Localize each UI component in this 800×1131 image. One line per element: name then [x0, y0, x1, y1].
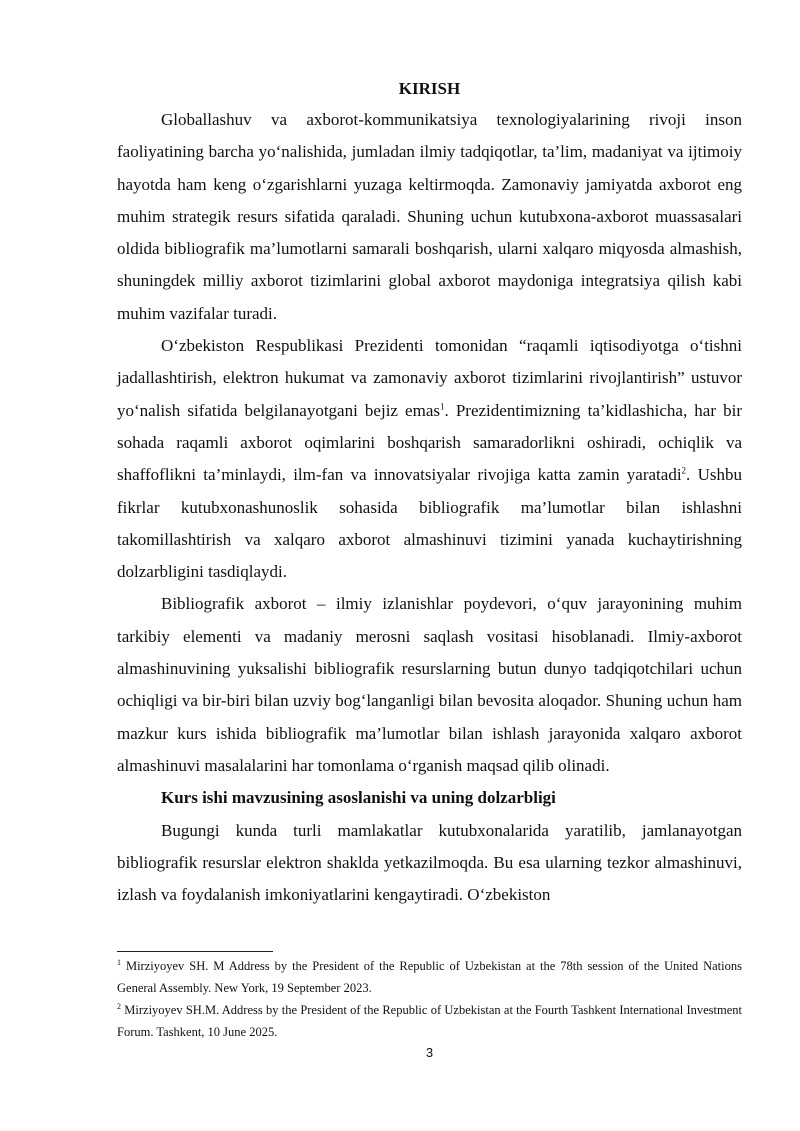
footnote-1-marker: 1	[117, 957, 121, 967]
footnote-divider	[117, 951, 273, 952]
body-text	[117, 104, 742, 911]
section-heading: KIRISH	[398, 79, 461, 98]
footnote-ref-1[interactable]: 1	[440, 401, 445, 412]
footnote-1	[117, 955, 742, 999]
paragraph-intro	[117, 104, 742, 330]
footnote-2-text: Mirziyoyev SH.M. Address by the President of the Republic of Uzbekistan at the Fourth Tashkent International Investment Forum. Tashkent, 10 June 2025.	[117, 1003, 742, 1039]
paragraph-bibliographic	[117, 588, 742, 782]
subsection-heading: Kurs ishi mavzusining asoslanishi va uning dolzarbligi	[161, 788, 556, 808]
paragraph-relevance-text: Bugungi kunda turli mamlakatlar kutubxonalarida yaratilib, jamlanayotgan bibliografik resurslar elektron shaklda yetkazilmoqda. Bu esa ularning tezkor almashinuvi, izlash va foydalanish imkoniyatlarini kengaytiradi. O‘zbekiston	[117, 820, 742, 905]
page-number: 3	[425, 1045, 434, 1060]
paragraph-president-text-2: . Prezidentimizning ta’kidlashicha, har bir sohada raqamli axborot oqimlarini boshqarish samaradorlikni oshiradi, ochiqlik va shaffoflikni ta’minlaydi, ilm-fan va innovatsiyalar rivojiga katta zamin yaratadi	[117, 400, 742, 485]
paragraph-bibliographic-text: Bibliografik axborot – ilmiy izlanishlar poydevori, o‘quv jarayonining muhim tarkibiy elementi va madaniy merosni saqlash vositasi hisoblanadi. Ilmiy-axborot almashinuvining yuksalishi bibliografik resurslarning butun dunyo tadqiqotchilari uchun ochiqligi va bir-biri bilan uzviy bog‘langanligi bilan bevosita aloqador. Shuning uchun ham mazkur kurs ishida bibliografik ma’lumotlar bilan ishlash jarayonida xalqaro axborot almashinuvi masalalarini har tomonlama o‘rganish maqsad qilib olinadi.	[117, 594, 742, 775]
footnote-2-marker: 2	[117, 1001, 121, 1011]
footnote-ref-2[interactable]: 2	[681, 465, 687, 476]
paragraph-intro-text: Globallashuv va axborot-kommunikatsiya texnologiyalarining rivoji inson faoliyatining barcha yo‘nalishida, jumladan ilmiy tadqiqotlar, ta’lim, madaniyat va ijtimoiy hayotda ham keng o‘zgarishlarni yuzaga keltirmoqda. Zamonaviy jamiyatda axborot eng muhim strategik resurs sifatida qaraladi. Shuning uchun kutubxona-axborot muassasalari oldida bibliografik ma’lumotlarni samarali boshqarish, ularni xalqaro miqyosda almashish, shuningdek milliy axborot tizimlarini global axborot maydoniga integratsiya qilish kabi muhim vazifalar turadi.	[117, 110, 742, 323]
paragraph-president	[117, 330, 742, 588]
paragraph-relevance	[117, 815, 742, 912]
footnote-2	[117, 999, 742, 1043]
paragraph-president-text-3: . Ushbu fikrlar kutubxonashunoslik sohasida bibliografik ma’lumotlar bilan ishlashni takomillashtirish va xalqaro axborot almashinuvi tizimini yanada kuchaytirishning dolzarbligini tasdiqlaydi.	[117, 465, 742, 582]
paragraph-president-text-1: O‘zbekiston Respublikasi Prezidenti tomonidan “raqamli iqtisodiyotga o‘tishni jadallashtirish, elektron hukumat va zamonaviy axborot tizimlarini rivojlantirish” ustuvor yo‘nalish sifatida belgilanayotgani bejiz emas	[117, 336, 742, 420]
footnotes	[117, 955, 742, 1043]
footnote-1-text: Mirziyoyev SH. M Address by the President of the Republic of Uzbekistan at the 78th session of the United Nations General Assembly. New York, 19 September 2023.	[117, 959, 742, 995]
document-page	[117, 0, 742, 1131]
